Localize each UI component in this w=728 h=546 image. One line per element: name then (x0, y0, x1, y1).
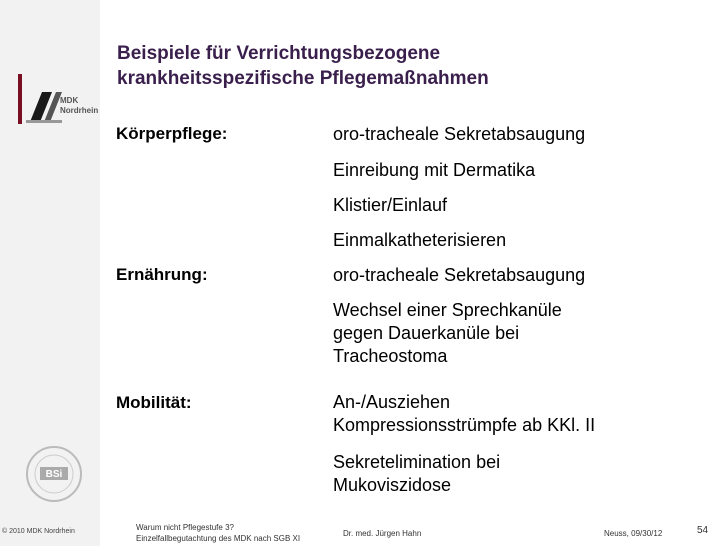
svg-text:BSi: BSi (45, 469, 63, 480)
list-item: gegen Dauerkanüle bei (333, 323, 520, 343)
list-item: An-/Ausziehen (333, 392, 451, 412)
section-label: Mobilität: (116, 393, 192, 412)
footer-talk-title (136, 522, 300, 544)
list-item: Tracheostoma (333, 346, 448, 366)
list-item: Einreibung mit Dermatika (333, 160, 536, 180)
title-line1: Beispiele für Verrichtungsbezogene (117, 43, 441, 64)
brand-name (60, 96, 98, 116)
list-item: Klistier/Einlauf (333, 195, 448, 215)
copyright-text: © 2010 MDK Nordrhein (2, 528, 75, 535)
list-item: Einmalkatheterisieren (333, 230, 507, 250)
list-item: oro-tracheale Sekretabsaugung (333, 124, 586, 144)
section-label: Ernährung: (116, 265, 208, 284)
list-item: Mukoviszidose (333, 475, 452, 495)
certification-seal-icon (24, 444, 84, 504)
footer-author: Dr. med. Jürgen Hahn (343, 529, 422, 538)
title-line2: krankheitsspezifische Pflegemaßnahmen (117, 68, 489, 89)
list-item: Kompressionsstrümpfe ab KKl. II (333, 415, 596, 435)
brand-line1: MDK (60, 96, 79, 105)
footer-talk-line1: Warum nicht Pflegestufe 3? (136, 523, 234, 532)
list-item: Wechsel einer Sprechkanüle (333, 300, 562, 320)
footer-talk-line2: Einzelfallbegutachtung des MDK nach SGB XI (136, 534, 301, 543)
list-item: oro-tracheale Sekretabsaugung (333, 265, 586, 285)
brand-line2: Nordrhein (60, 106, 99, 115)
page-title (117, 41, 677, 91)
list-item: Sekretelimination bei (333, 452, 501, 472)
footer-place-date: Neuss, 09/30/12 (604, 529, 663, 538)
page-number: 54 (697, 525, 709, 536)
section-label: Körperpflege: (116, 124, 228, 143)
